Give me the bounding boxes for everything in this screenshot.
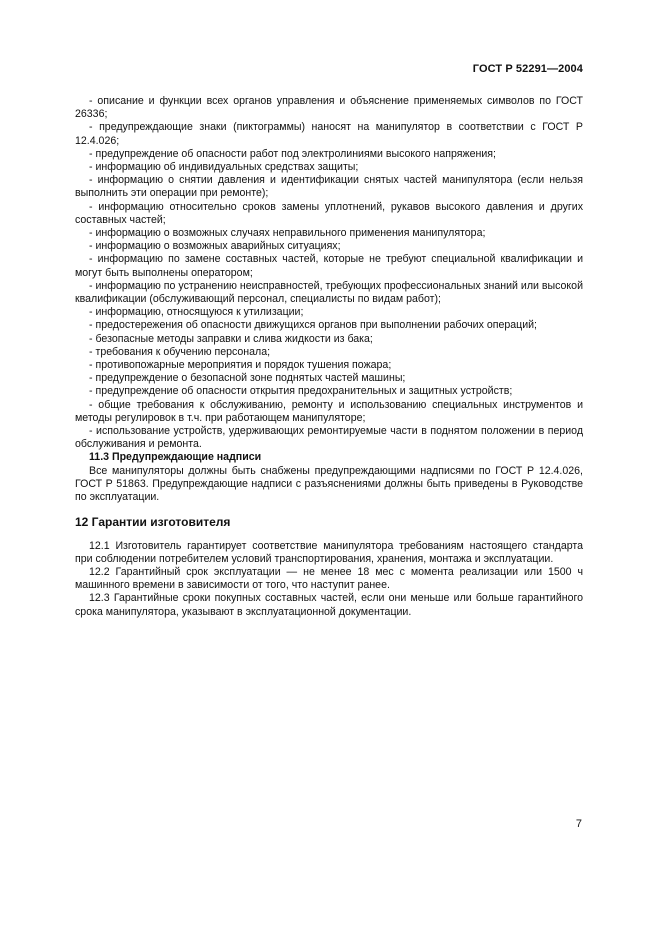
list-item: - информацию о возможных аварийных ситуациях; — [89, 240, 341, 253]
list-item: - общие требования к обслуживанию, ремонту и использованию специальных инструментов и методы регулировок в т.ч. при работающем манипуляторе; — [75, 398, 583, 424]
list-item: - описание и функции всех органов управления и объяснение применяемых символов по ГОСТ 26336; — [75, 95, 583, 121]
subsection-title: 11.3 Предупреждающие надписи — [89, 451, 262, 464]
section-paragraph: 12.3 Гарантийные сроки покупных составных частей, если они меньше или больше гарантийного срока манипулятора, указывают в эксплуатационной документации. — [75, 592, 583, 618]
section-paragraph: 12.1 Изготовитель гарантирует соответствие манипулятора требованиям настоящего стандарта при соблюдении потребителем условий транспортирования, хранения, монтажа и эксплуатации. — [75, 539, 583, 565]
list-item: - противопожарные мероприятия и порядок тушения пожара; — [89, 359, 392, 372]
page-content — [75, 95, 583, 619]
document-code-header: ГОСТ Р 52291—2004 — [472, 63, 583, 75]
list-item: - предупреждение об опасности работ под электролиниями высокого напряжения; — [89, 147, 496, 160]
list-item: - требования к обучению персонала; — [89, 345, 271, 358]
requirements-list — [75, 95, 583, 451]
page-number: 7 — [575, 818, 582, 830]
list-item: - информацию о возможных случаях неправильного применения манипулятора; — [89, 227, 486, 240]
list-item: - использование устройств, удерживающих ремонтируемые части в поднятом положении в период обслуживания и ремонта. — [75, 425, 583, 451]
list-item: - информацию о снятии давления и идентификации снятых частей манипулятора (если нельзя выполнить эти операции при ремонте); — [75, 174, 583, 200]
list-item: - информацию по устранению неисправностей, требующих профессиональных знаний или высокой квалификации (обслуживающий персонал, специалисты по видам работ); — [75, 279, 583, 306]
subsection-text: Все манипуляторы должны быть снабжены предупреждающими надписями по ГОСТ Р 12.4.026, ГОСТ Р 51863. Предупреждающие надписи с разъяснениями должны быть приведены в Руководстве по эксплуатации. — [75, 464, 583, 504]
section-paragraph: 12.2 Гарантийный срок эксплуатации — не менее 18 мес с момента реализации или 1500 ч машинного времени в зависимости от того, что наступит ранее. — [75, 565, 583, 592]
section-title: 12 Гарантии изготовителя — [75, 515, 231, 530]
list-item: - информацию относительно сроков замены уплотнений, рукавов высокого давления и других составных частей; — [75, 200, 583, 226]
list-item: - информацию по замене составных частей, которые не требуют специальной квалификации и могут быть выполнены оператором; — [75, 253, 583, 279]
list-item: - предупреждение о безопасной зоне поднятых частей машины; — [89, 372, 406, 385]
list-item: - информацию, относящуюся к утилизации; — [89, 306, 304, 319]
list-item: - предостережения об опасности движущихся органов при выполнении рабочих операций; — [89, 319, 537, 332]
list-item: - предупреждение об опасности открытия предохранительных и защитных устройств; — [89, 385, 513, 398]
list-item: - безопасные методы заправки и слива жидкости из бака; — [89, 332, 373, 345]
list-item: - предупреждающие знаки (пиктограммы) наносят на манипулятор в соответствии с ГОСТ Р 12.4.026; — [75, 121, 583, 147]
list-item: - информацию об индивидуальных средствах защиты; — [89, 161, 359, 174]
